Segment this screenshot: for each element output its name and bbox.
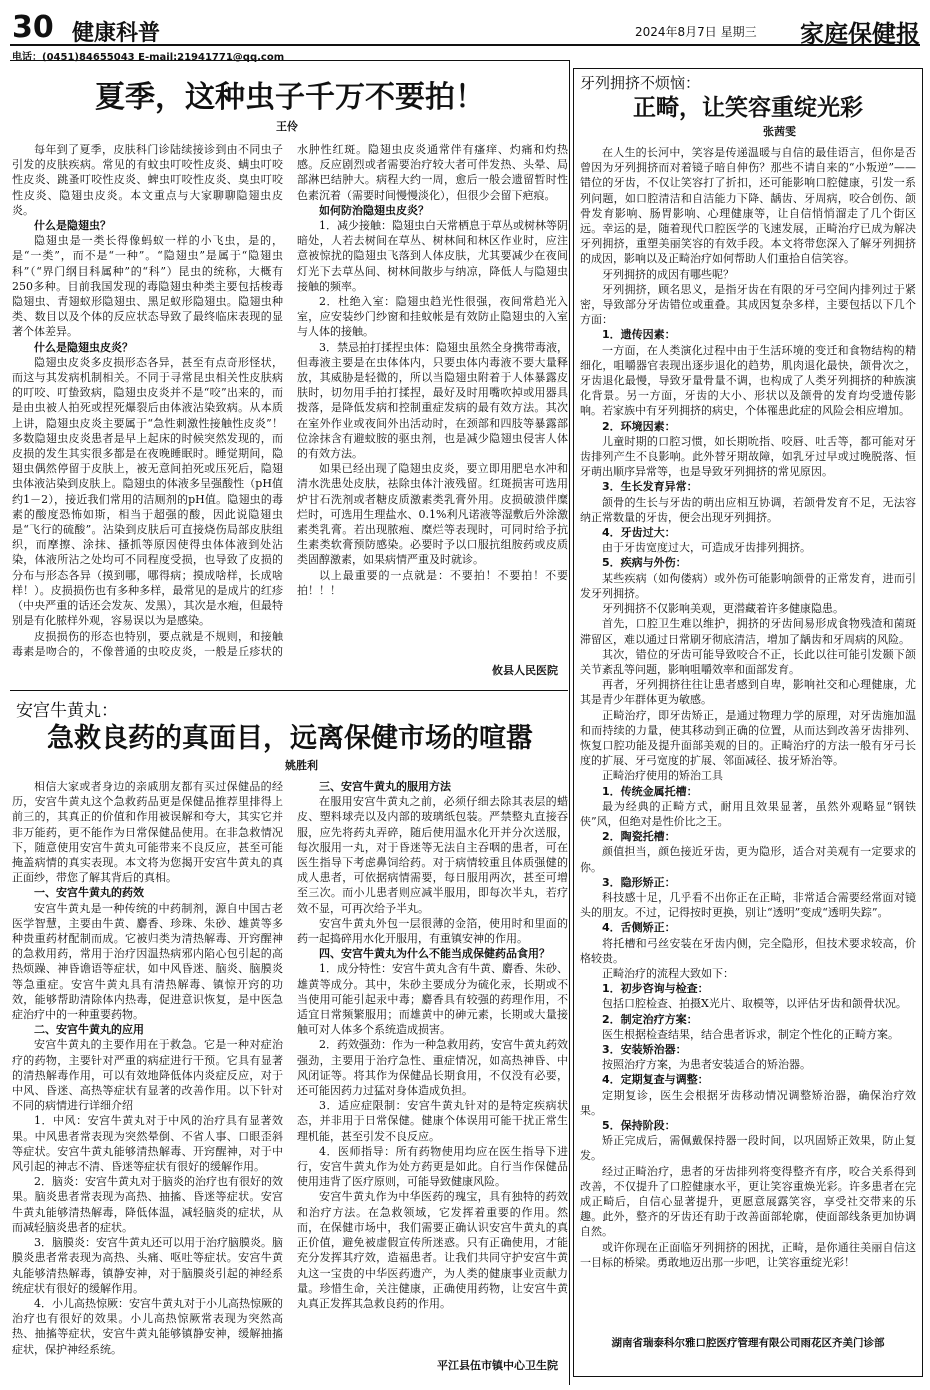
subheading: 2．陶瓷托槽： bbox=[602, 830, 676, 844]
article-source: 攸县人民医院 bbox=[492, 664, 558, 677]
article-separator bbox=[10, 690, 568, 691]
paragraph: 矫正完成后，需佩戴保持器一段时间，以巩固矫正效果，防止复发。 bbox=[580, 1134, 916, 1163]
subheading: 什么是隐翅虫？ bbox=[34, 219, 111, 233]
article-insect bbox=[12, 74, 568, 684]
article-author: 王伶 bbox=[276, 120, 298, 133]
subheading: 4．定期复查与调整： bbox=[602, 1073, 709, 1087]
paragraph: 在服用安宫牛黄丸之前，必须仔细去除其表层的蜡皮、塑料球壳以及内部的玻璃纸包装。严禁整丸直接吞服，应先将药丸弄碎，随后使用温水化开并分次送服，每次服用一丸，对于昏迷等无法自主吞咽的患者，可在医生指导下考虑鼻饲给药。对于病情较重且体质强健的成人患者，可依据病情需要，每日服用两次，甚至可增至三次。而小儿患者则应减半服用，即每次半丸，若疗效不显，可再次给予半丸。 bbox=[297, 795, 568, 915]
paragraph: 一方面，在人类演化过程中由于生活环境的变迁和食物结构的精细化，咀嚼器官表现出逐步退化的趋势，肌肉退化最快，颌骨次之，牙齿退化最慢，导致牙量骨量不调，也构成了人类牙列拥挤的种族演化背景。另一方面，牙齿的大小、形状以及颌骨的发育均受遗传影响。若家族中有牙列拥挤的病史，个体罹患此症的风险会相应增加。 bbox=[580, 343, 916, 418]
paragraph: 隐翅虫是一类长得像蚂蚁一样的小飞虫，是的，是“一类”，而不是“一种”。“隐翅虫”是属于“隐翅虫科”（“界门纲目科属种”的“科”）昆虫的统称，大概有250多种。目前我国发现的毒隐翅虫种类主要包括梭毒隐翅虫、青翅蚁形隐翅虫、黑足蚁形隐翅虫。隐翅虫种类、数目以及个体的反应状态导致了最终临床表现的显著个体差异。 bbox=[12, 234, 283, 339]
paragraph: 颜值担当，颜色接近牙齿，更为隐形，适合对美观有一定要求的你。 bbox=[580, 845, 916, 874]
paragraph: 定期复诊，医生会根据牙齿移动情况调整矫治器，确保治疗效果。 bbox=[580, 1088, 916, 1117]
paragraph: 按照治疗方案，为患者安装适合的矫治器。 bbox=[602, 1058, 811, 1072]
subheading: 1．传统金属托槽： bbox=[602, 784, 698, 798]
subheading: 四、安宫牛黄丸为什么不能当成保健药品食用？ bbox=[319, 947, 550, 961]
paragraph: 医生根据检查结果，结合患者诉求，制定个性化的正畸方案。 bbox=[602, 1027, 899, 1041]
paragraph: 再者，牙列拥挤往往让患者感到自卑，影响社交和心理健康，尤其是青少年群体更为敏感。 bbox=[580, 678, 916, 707]
paragraph: 3．禁忌拍打揉捏虫体：隐翅虫虽然全身携带毒液，但毒液主要是在虫体体内，只要虫体内毒液不要大量释放，其威胁是轻微的，所以当隐翅虫附着于人体暴露皮肤时，切勿用手拍打揉捏，最好及时用嘴吹掉或用器具拨落，是降低发病和控制重症发病的最有效方法。其次在室外作业或夜间外出活动时，在颈部和四肢等暴露部位涂抹含有避蚊胺的驱虫剂，也是减少隐翅虫侵害人体的有效方法。 bbox=[297, 340, 568, 461]
page-number: 30 bbox=[12, 10, 54, 45]
paragraph: 安宫牛黄丸是一种传统的中药制剂，源自中国古老医学智慧，主要由牛黄、麝香、珍珠、朱砂、雄黄等多种贵重药材配制而成。它被归类为清热解毒、开窍醒神的急救用药，常用于治疗因温热病邪内陷心包引起的高热烦躁、神昏谵语等症状，如中风昏迷、脑炎、脑膜炎等急重症。安宫牛黄丸具有清热解毒、镇惊开窍的功效，能够帮助清除体内热毒，促进意识恢复，是中医急症治疗中的一种重要药物。 bbox=[12, 901, 283, 1022]
article-title: 夏季，这种虫子千万不要拍！ bbox=[95, 80, 485, 115]
subheading: 3．安装矫治器： bbox=[602, 1042, 687, 1056]
paragraph: 3．脑膜炎：安宫牛黄丸还可以用于治疗脑膜炎。脑膜炎患者常表现为高热、头痛、呕吐等症状。安宫牛黄丸能够清热解毒，镇静安神，对于脑膜炎引起的神经系统症状有很好的缓解作用。 bbox=[12, 1236, 283, 1295]
subheading: 5．保持阶段： bbox=[602, 1119, 676, 1132]
paragraph: 包括口腔检查、拍摄X光片、取模等，以评估牙齿和颌骨状况。 bbox=[602, 997, 907, 1011]
subheading: 三、安宫牛黄丸的服用方法 bbox=[319, 780, 451, 793]
paragraph: 1．减少接触：隐翅虫白天常栖息于草丛或树林等阴暗处，人若去树间在草丛、树林间和林区作业时，应注意被惊扰的隐翅虫飞落到人体皮肤，尤其要减少在夜间灯光下去草丛间、树林间散步与纳凉，降低人与隐翅虫接触的频率。 bbox=[297, 219, 568, 293]
subheading: 3．生长发育异常： bbox=[602, 480, 698, 494]
subheading: 2．环境因素： bbox=[602, 419, 676, 433]
paragraph: 正畸治疗使用的矫治工具 bbox=[602, 769, 723, 783]
paragraph: 经过正畸治疗，患者的牙齿排列将变得整齐有序，咬合关系得到改善，不仅提升了口腔健康水平，更让笑容重焕光彩。许多患者在完成正畸后，自信心显著提升，更愿意展露笑容，享受社交带来的乐趣。此外，整齐的牙齿还有助于改善面部轮廓，使面部线条更加协调自然。 bbox=[580, 1164, 916, 1239]
section-title: 健康科普 bbox=[72, 20, 161, 46]
article-orthodontics bbox=[580, 72, 916, 1372]
subheading: 如何防治隐翅虫皮炎？ bbox=[319, 203, 429, 217]
paragraph: 正畸治疗的流程大致如下： bbox=[602, 966, 734, 980]
subheading: 什么是隐翅虫皮炎？ bbox=[34, 340, 133, 354]
article-title: 急救良药的真面目，远离保健市场的喧嚣 bbox=[47, 723, 533, 754]
contact-info: 电话：(0451)84655043 E-mail:21941771@qq.com bbox=[12, 52, 285, 63]
subheading: 4．牙齿过大： bbox=[602, 526, 676, 540]
article-body bbox=[580, 145, 916, 1335]
paragraph: 科技感十足，几乎看不出你正在正畸，非常适合需要经常面对镜头的朋友。不过，记得按时更换，别让“透明”变成“透明失踪”。 bbox=[580, 890, 916, 920]
paragraph: 在人生的长河中，笑容是传递温暖与自信的最佳语言，但你是否曾因为牙列拥挤而对着镜子暗自伸伤？那些不请自来的“小叛逆”——错位的牙齿，不仅让笑容打了折扣，还可能影响口腔健康，引发一系列问题，如口腔清洁和自洁能力下降、龋齿、牙周病，咬合创伤、颌骨发育影响、肠胃影响、心理健康等，让自信悄悄溜走了几个街区远。幸运的是，随着现代口腔医学的飞速发展，正畸治疗已成为解决牙列拥挤，重塑美丽笑容的有效手段。本文将带您深入了解牙列拥挤的成因，影响以及正畸治疗如何帮助人们重拾自信笑容。 bbox=[580, 146, 916, 266]
paragraph: 4．医师指导：所有药物使用均应在医生指导下进行，安宫牛黄丸作为处方药更是如此。自行当作保健品使用违背了医疗原则，可能导致健康风险。 bbox=[297, 1144, 568, 1189]
paragraph: 牙列拥挤，顾名思义，是指牙齿在有限的牙弓空间内排列过于紧密，导致部分牙齿错位或重叠。其成因复杂多样，主要包括以下几个方面： bbox=[580, 282, 916, 327]
paragraph: 3．适应症限制：安宫牛黄丸针对的是特定疾病状态，并非用于日常保健。健康个体误用可能干扰正常生理机能，甚至引发不良反应。 bbox=[297, 1099, 568, 1143]
paragraph: 由于牙齿宽度过大，可造成牙齿排列拥挤。 bbox=[602, 541, 811, 555]
subheading: 5．疾病与外伤： bbox=[602, 556, 687, 570]
paragraph: 每年到了夏季，皮肤科门诊陆续接诊到由不同虫子引发的皮肤疾病。常见的有蚊虫叮咬性皮炎、螨虫叮咬性皮炎、跳蚤叮咬性皮炎、蜱虫叮咬性皮炎、臭虫叮咬性皮炎、隐翅虫皮炎。本文重点与大家聊聊隐翅虫皮炎。 bbox=[12, 143, 283, 217]
masthead bbox=[10, 8, 920, 48]
paragraph: 某些疾病（如佝偻病）或外伤可能影响颌骨的正常发育，进而引发牙列拥挤。 bbox=[580, 571, 916, 600]
column-divider bbox=[569, 60, 570, 1385]
paragraph: 其次，错位的牙齿可能导致咬合不正，长此以往可能引发颞下颌关节紊乱等问题，影响咀嚼效率和面部发育。 bbox=[580, 647, 916, 676]
issue-date: 2024年8月7日 星期三 bbox=[635, 25, 757, 39]
paragraph: 安宫牛黄丸外包一层很薄的金箔，使用时和里面的药一起捣碎用水化开服用，有重镇安神的作用。 bbox=[297, 916, 568, 946]
paragraph: 隐翅虫皮炎多皮损形态各异，甚至有点奇形怪状，而这与其发病机制相关。不同于寻常昆虫相关性皮肤病的叮咬、叮蛰致病，隐翅虫皮炎并不是“咬”出来的，而是由虫被人拍死或捏死爆裂后由体液沾染致病。从本质上讲，隐翅虫皮炎主要属于“急性刺激性接触性皮炎”！多数隐翅虫皮炎患者是早上起床的时候突然发现的，而皮损的发生其实很多都是在夜晚睡眠时。睡觉期间，隐翅虫偶然停留于皮肤上，被无意间拍死或压死后，隐翅虫体液沾染到皮肤上。隐翅虫的体液多呈强酸性（pH值约1－2），接近我们常用的洁厕剂的pH值。隐翅虫的毒素的酸度恐怖如斯，相当于超强的酸，因此说隐翅虫是“飞行的硫酸”。沾染到皮肤后可直接烧伤局部皮肤组织，而摩擦、涂抹、搔抓等原因使得虫体体液到处沾染，体液所沾之处均可不同程度受损，也导致了皮损的分布与形态各异（摸到哪，哪得病；摸成啥样，长成啥样！）。皮损损伤也有多种多样，最常见的是成片的红疹（中央严重的话还会发灰、发黑），其次是水疱，但最特别是有化脓样外观，容易误以为是感染。 bbox=[12, 355, 283, 628]
article-author: 张茜雯 bbox=[763, 125, 796, 138]
paragraph: 4．小儿高热惊厥：安宫牛黄丸对于小儿高热惊厥的治疗也有很好的效果。小儿高热惊厥常表现为突然高热、抽搐等症状，安宫牛黄丸能够镇静安神，缓解抽搐症状，保护神经系统。 bbox=[12, 1296, 283, 1356]
paragraph: 皮损损伤的形态也特别，要点就是不规则，和接触毒素是吻合的，不像普通的虫咬皮炎，一般是丘疹状的水肿性红斑。隐翅虫皮炎通常伴有瘙痒、灼痛和灼热感。反应剧烈或者需要治疗较大者可伴发热、头晕、局部淋巴结肿大。病程大约一周，愈后一般会遗留暂时性色素沉着（需要时间慢慢淡化），但很少会留下疤痕。 bbox=[12, 143, 568, 658]
paragraph: 颌骨的生长与牙齿的萌出应相互协调，若颌骨发育不足，无法容纳正常数量的牙齿，便会出现牙列拥挤。 bbox=[580, 495, 916, 524]
article-kicker: 牙列拥挤不烦恼： bbox=[580, 74, 701, 92]
paragraph: 2．杜绝入室：隐翅虫趋光性很强，夜间常趋光入室，应安装纱门纱窗和挂蚊帐是有效防止隐翅虫的入室与人体的接触。 bbox=[297, 295, 568, 339]
masthead-rule bbox=[10, 44, 920, 46]
contact-rule bbox=[10, 60, 570, 61]
subheading: 1．初步咨询与检查： bbox=[602, 982, 709, 996]
paragraph: 以上最重要的一点就是：不要拍！不要拍！不要拍！！！ bbox=[297, 568, 568, 597]
paragraph: 儿童时期的口腔习惯，如长期吮指、咬唇、吐舌等，都可能对牙齿排列产生不良影响。此外替牙期故障，如乳牙过早或过晚脱落、恒牙萌出顺序异常等，也是导致牙列拥挤的常见原因。 bbox=[580, 434, 916, 479]
paragraph: 1．成分特性：安宫牛黄丸含有牛黄、麝香、朱砂、雄黄等成分。其中，朱砂主要成分为硫化汞，长期或不当使用可能引起汞中毒；麝香具有较强的药理作用，不适宜日常频繁服用；而雄黄中的砷元素，长期或大量接触可对人体多个系统造成损害。 bbox=[297, 962, 568, 1037]
paragraph: 将托槽和弓丝安装在牙齿内侧，完全隐形，但技术要求较高，价格较贵。 bbox=[580, 936, 916, 965]
paragraph: 或许你现在正面临牙列拥挤的困扰，正畸，是你通往美丽自信这一目标的桥梁。勇敢地迈出那一步吧，让笑容重绽光彩！ bbox=[580, 1240, 916, 1269]
subheading: 2．制定治疗方案： bbox=[602, 1012, 698, 1026]
subheading: 4．舌侧矫正： bbox=[602, 921, 676, 935]
article-author: 姚胜利 bbox=[285, 759, 318, 772]
article-title: 正畸，让笑容重绽光彩 bbox=[633, 94, 863, 121]
paragraph: 最为经典的正畸方式，耐用且效果显著，虽然外观略显“钢铁侠”风，但绝对是性价比之王。 bbox=[580, 799, 916, 828]
subheading: 1．遗传因素： bbox=[602, 328, 676, 342]
article-body bbox=[12, 142, 568, 660]
paragraph: 正畸治疗，即牙齿矫正，是通过物理力学的原理，对牙齿施加温和而持续的力量，使其移动到正确的位置，从而达到改善牙齿排列、恢复口腔功能及提升面部美观的目的。正畸治疗的方法一般有牙弓长度的扩展、牙弓宽度的扩展、邻面减径、拔牙矫治等。 bbox=[580, 708, 916, 768]
subheading: 二、安宫牛黄丸的应用 bbox=[34, 1023, 144, 1037]
article-body bbox=[12, 779, 568, 1357]
paragraph: 如果已经出现了隐翅虫皮炎，要立即用肥皂水冲和清水洗患处皮肤，祛除虫体汁液残留。红斑损害可选用炉甘石洗剂或者糖皮质激素类乳膏外用。皮损破溃伴糜烂时，可选用生理盐水、0.1%利凡诺液等湿敷后外涂激素类乳膏。若出现脓疱、糜烂等表现时，可同时给予抗生素类软膏预防感染。必要时予以口服抗组胺药或皮质类固醇激素，如果病情严重及时就诊。 bbox=[297, 462, 568, 567]
subheading: 3．隐形矫正： bbox=[602, 875, 676, 889]
paragraph: 首先，口腔卫生难以维护，拥挤的牙齿间易形成食物残渣和菌斑滞留区，难以通过日常刷牙彻底清洁，增加了龋齿和牙周病的风险。 bbox=[580, 617, 916, 646]
paragraph: 牙列拥挤不仅影响美观，更潜藏着许多健康隐患。 bbox=[602, 602, 844, 616]
paragraph: 1．中风：安宫牛黄丸对于中风的治疗具有显著效果。中风患者常表现为突然晕倒、不省人事、口眼歪斜等症状。安宫牛黄丸能够清热解毒、开窍醒神，对于中风引起的神志不清、昏迷等症状有很好的缓解作用。 bbox=[12, 1114, 283, 1174]
subheading: 一、安宫牛黄丸的药效 bbox=[34, 886, 144, 900]
paragraph: 安宫牛黄丸作为中华医药的瑰宝，具有独特的药效和治疗方法。在急救领域，它发挥着重要的作用。然而，在保健市场中，我们需要正确认识安宫牛黄丸的真正价值，避免被虚假宣传所迷惑。只有正确使用，才能充分发挥其疗效，造福患者。让我们共同守护安宫牛黄丸这一宝贵的中华医药遗产，为人类的健康事业贡献力量。珍惜生命，关注健康，正确使用药物，让安宫牛黄丸真正发挥其急救良药的作用。 bbox=[297, 1190, 568, 1310]
paragraph: 安宫牛黄丸的主要作用在于救急。它是一种对症治疗的药物，主要针对严重的病症进行干预。它具有显著的清热解毒作用，可以有效地降低体内炎症反应，对于中风、昏迷、高热等症状有显著的改善作用。以下针对不同的病情进行详细介绍 bbox=[12, 1038, 283, 1113]
paragraph: 2．脑炎：安宫牛黄丸对于脑炎的治疗也有很好的效果。脑炎患者常表现为高热、抽搐、昏迷等症状。安宫牛黄丸能够清热解毒，降低体温，减轻脑炎的症状，从而减轻脑炎患者的症状。 bbox=[12, 1175, 283, 1234]
paragraph: 牙列拥挤的成因有哪些呢？ bbox=[602, 267, 734, 281]
article-kicker: 安宫牛黄丸： bbox=[16, 701, 118, 721]
article-source: 湖南省瑞泰科尔雅口腔医疗管理有限公司雨花区齐美门诊部 bbox=[611, 1337, 885, 1349]
article-angong bbox=[12, 696, 568, 1386]
newspaper-name: 家庭保健报 bbox=[800, 19, 920, 48]
article-source: 平江县伍市镇中心卫生院 bbox=[437, 1359, 558, 1372]
paragraph: 相信大家或者身边的亲戚朋友都有买过保健品的经历，安宫牛黄丸这个急救药品更是保健品推荐里排得上前三的，其真正的价值和作用被误解和夸大，其实它并非万能药，更不能作为日常保健品使用。在非急救情况下，随意使用安宫牛黄丸可能带来不良反应，甚至可能掩盖病情的真实表现。本文将为您揭开安宫牛黄丸的真正面纱，带您了解其背后的真相。 bbox=[12, 780, 283, 885]
paragraph: 2．药效强劲：作为一种急救用药，安宫牛黄丸药效强劲，主要用于治疗急性、重症情况，如高热神昏、中风闭证等。将其作为保健品长期食用，不仅没有必要，还可能因药力过猛对身体造成负担。 bbox=[297, 1038, 568, 1098]
